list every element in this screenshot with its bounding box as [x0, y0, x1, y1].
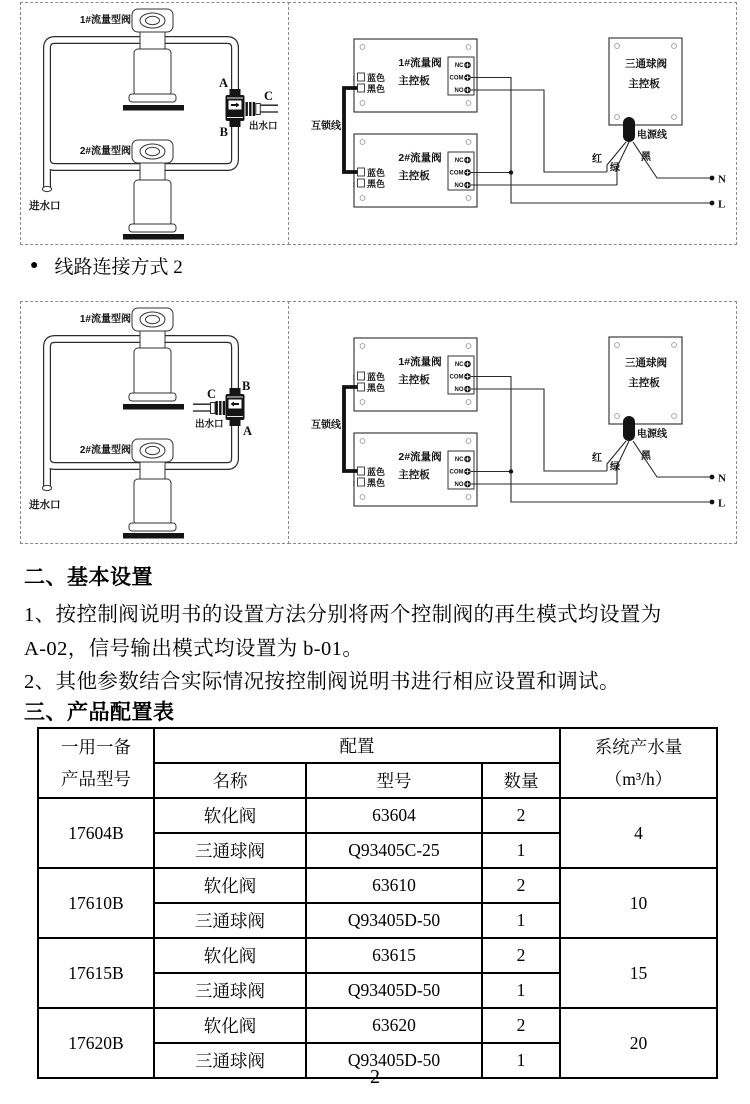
piping-diagram-1 [21, 3, 287, 242]
item-model-cell: 63604 [306, 798, 482, 833]
ball-valve-board-subtitle: 主控板 [628, 78, 661, 90]
table-row [38, 1008, 717, 1043]
valve1-base [123, 105, 184, 111]
blue-wire-label: 蓝色 [367, 372, 386, 382]
ball-valve-board-title: 三通球阀 [625, 357, 668, 369]
port-b-label: B [242, 379, 251, 393]
item-qty-cell: 2 [482, 1008, 560, 1043]
product-model-cell: 17604B [38, 798, 154, 868]
item-name-cell: 三通球阀 [154, 973, 306, 1008]
pin-mark: : [352, 181, 356, 189]
black-wire-label: 黑色 [367, 383, 386, 393]
item-model-cell: 63620 [306, 1008, 482, 1043]
softener-valve-2 [123, 439, 184, 539]
valve2-label: 2#流量型阀 [79, 445, 131, 456]
power-cable-label: 电源线 [637, 130, 668, 141]
port-b-label: B [219, 125, 228, 139]
header-model: 型号 [306, 763, 482, 798]
valve2-base [123, 533, 184, 539]
header-output-line2: （m³/h） [604, 769, 673, 789]
black-power-wire-label: 黑 [641, 451, 652, 462]
board1-title: 1#流量阀 [398, 57, 442, 69]
output-cell: 20 [560, 1008, 717, 1078]
item-name-cell: 三通球阀 [154, 1043, 306, 1078]
product-config-table-wrap [37, 727, 718, 1079]
flow-valve-board-2 [353, 433, 478, 506]
wiring-panel-1 [288, 2, 737, 245]
section-heading-basic-settings: 二、基本设置 [24, 566, 153, 589]
board2-title: 2#流量阀 [398, 152, 442, 164]
terminal-com: COM [449, 170, 464, 177]
terminal-no: NO [454, 183, 464, 190]
board1-subtitle: 主控板 [398, 374, 431, 386]
board2-subtitle: 主控板 [398, 170, 431, 182]
flow-valve-board-2 [353, 134, 478, 207]
screw-terminal-icon [465, 157, 472, 189]
terminal-com: COM [449, 75, 464, 82]
section-heading-config-table: 三、产品配置表 [24, 701, 175, 724]
softener-valve-1 [123, 308, 184, 410]
port-a-label: A [243, 424, 253, 438]
terminal-no: NO [454, 88, 464, 95]
ball-valve-board-subtitle: 主控板 [628, 377, 661, 389]
item-name-cell: 软化阀 [154, 938, 306, 973]
red-wire-label: 红 [592, 154, 603, 165]
table-row [38, 798, 717, 833]
board2-subtitle: 主控板 [398, 469, 431, 481]
inlet-opening [42, 485, 51, 490]
diagram-row-1 [20, 2, 737, 245]
valve1-label: 1#流量型阀 [79, 314, 131, 325]
item-name-cell: 三通球阀 [154, 833, 306, 868]
header-product-model [38, 728, 154, 798]
piping-panel-2 [20, 301, 290, 544]
softener-valve-2 [123, 140, 184, 240]
instruction-item2: 2、其他参数结合实际情况按控制阀说明书进行相应设置和调试。 [24, 671, 620, 693]
diagram-row-2 [20, 301, 737, 544]
terminal-nc: NC [455, 158, 464, 165]
product-model-cell: 17615B [38, 938, 154, 1008]
terminal-nc: NC [455, 362, 464, 369]
green-wire-label: 绿 [610, 163, 621, 174]
port-c-label: C [264, 89, 274, 103]
n-terminal-label: N [718, 472, 727, 485]
inlet-label: 进水口 [29, 200, 61, 212]
bullet-item-method2 [30, 252, 183, 279]
item-name-cell: 软化阀 [154, 798, 306, 833]
pin-mark: : [352, 480, 356, 488]
item-qty-cell: 2 [482, 938, 560, 973]
wiring-panel-2 [288, 301, 737, 544]
terminal-no: NO [454, 387, 464, 394]
item-qty-cell: 2 [482, 798, 560, 833]
header-product-line2: 产品型号 [61, 769, 131, 789]
softener-valve-1 [123, 9, 184, 111]
black-wire-label: 黑色 [367, 179, 386, 189]
port-a-label: A [218, 76, 228, 90]
output-cell: 4 [560, 798, 717, 868]
screw-terminal-icon [465, 361, 472, 393]
item-qty-cell: 1 [482, 903, 560, 938]
item-model-cell: 63615 [306, 938, 482, 973]
output-cell: 15 [560, 938, 717, 1008]
item-name-cell: 三通球阀 [154, 903, 306, 938]
ball-valve-board [609, 337, 682, 424]
blue-wire-label: 蓝色 [367, 73, 386, 83]
table-row [38, 868, 717, 903]
inlet-label: 进水口 [29, 499, 61, 511]
item-model-cell: Q93405D-50 [306, 1043, 482, 1078]
item-name-cell: 软化阀 [154, 868, 306, 903]
board1-title: 1#流量阀 [398, 356, 442, 368]
table-row [38, 938, 717, 973]
board2-title: 2#流量阀 [398, 451, 442, 463]
screw-terminal-icon [465, 62, 472, 94]
bullet-icon: ● [30, 257, 39, 273]
power-cable [623, 416, 635, 441]
wiring-diagram-2 [289, 302, 733, 541]
pin-mark: : [352, 374, 356, 382]
item-model-cell: 63610 [306, 868, 482, 903]
item-model-cell: Q93405D-50 [306, 903, 482, 938]
header-config-group: 配置 [154, 728, 560, 763]
board1-subtitle: 主控板 [398, 75, 431, 87]
item-qty-cell: 2 [482, 868, 560, 903]
outlet-label: 出水口 [249, 121, 278, 132]
valve2-base [123, 234, 184, 240]
product-model-cell: 17610B [38, 868, 154, 938]
header-name: 名称 [154, 763, 306, 798]
ball-valve-board [609, 38, 682, 125]
power-cable-label: 电源线 [637, 429, 668, 440]
item-name-cell: 软化阀 [154, 1008, 306, 1043]
page-number: 2 [370, 1066, 380, 1088]
wiring-diagram-1 [289, 3, 733, 242]
terminal-com: COM [449, 374, 464, 381]
black-wire-label: 黑色 [367, 84, 386, 94]
valve1-label: 1#流量型阀 [79, 15, 131, 26]
flow-valve-board-1 [353, 39, 478, 112]
interlock-label: 互锁线 [311, 420, 342, 431]
instruction-item1-line1: 1、按控制阀说明书的设置方法分别将两个控制阀的再生模式均设置为 [24, 604, 662, 626]
power-cable [623, 117, 635, 142]
product-model-cell: 17620B [38, 1008, 154, 1078]
item-qty-cell: 1 [482, 973, 560, 1008]
black-power-wire-label: 黑 [641, 152, 652, 163]
inlet-opening [42, 186, 51, 191]
product-config-table [37, 727, 718, 1079]
terminal-nc: NC [455, 457, 464, 464]
header-output [560, 728, 717, 798]
blue-wire-label: 蓝色 [367, 467, 386, 477]
ball-valve-board-title: 三通球阀 [625, 58, 668, 70]
item-qty-cell: 1 [482, 833, 560, 868]
terminal-com: COM [449, 469, 464, 476]
n-terminal-label: N [718, 173, 727, 186]
bullet-label: 线路连接方式 2 [54, 257, 183, 278]
instruction-item1-line2: A-02，信号输出模式均设置为 b-01。 [24, 638, 364, 660]
screw-terminal-icon [465, 456, 472, 488]
header-product-line1: 一用一备 [61, 737, 131, 757]
black-wire-label: 黑色 [367, 478, 386, 488]
port-c-label: C [207, 387, 217, 401]
item-model-cell: Q93405C-25 [306, 833, 482, 868]
green-wire-label: 绿 [610, 462, 621, 473]
pin-mark: : [352, 75, 356, 83]
l-terminal-label: L [718, 497, 726, 510]
header-qty: 数量 [482, 763, 560, 798]
item-qty-cell: 1 [482, 1043, 560, 1078]
valve1-base [123, 404, 184, 410]
flow-valve-board-1 [353, 338, 478, 411]
table-header-row-1 [38, 728, 717, 763]
output-cell: 10 [560, 868, 717, 938]
terminal-no: NO [454, 482, 464, 489]
blue-wire-label: 蓝色 [367, 168, 386, 178]
interlock-label: 互锁线 [311, 121, 342, 132]
piping-panel-1 [20, 2, 290, 245]
piping-diagram-2 [21, 302, 287, 541]
header-output-line1: 系统产水量 [594, 737, 683, 757]
terminal-nc: NC [455, 63, 464, 70]
red-wire-label: 红 [592, 453, 603, 464]
outlet-label: 出水口 [195, 419, 224, 430]
item-model-cell: Q93405D-50 [306, 973, 482, 1008]
valve2-label: 2#流量型阀 [79, 146, 131, 157]
l-terminal-label: L [718, 198, 726, 211]
